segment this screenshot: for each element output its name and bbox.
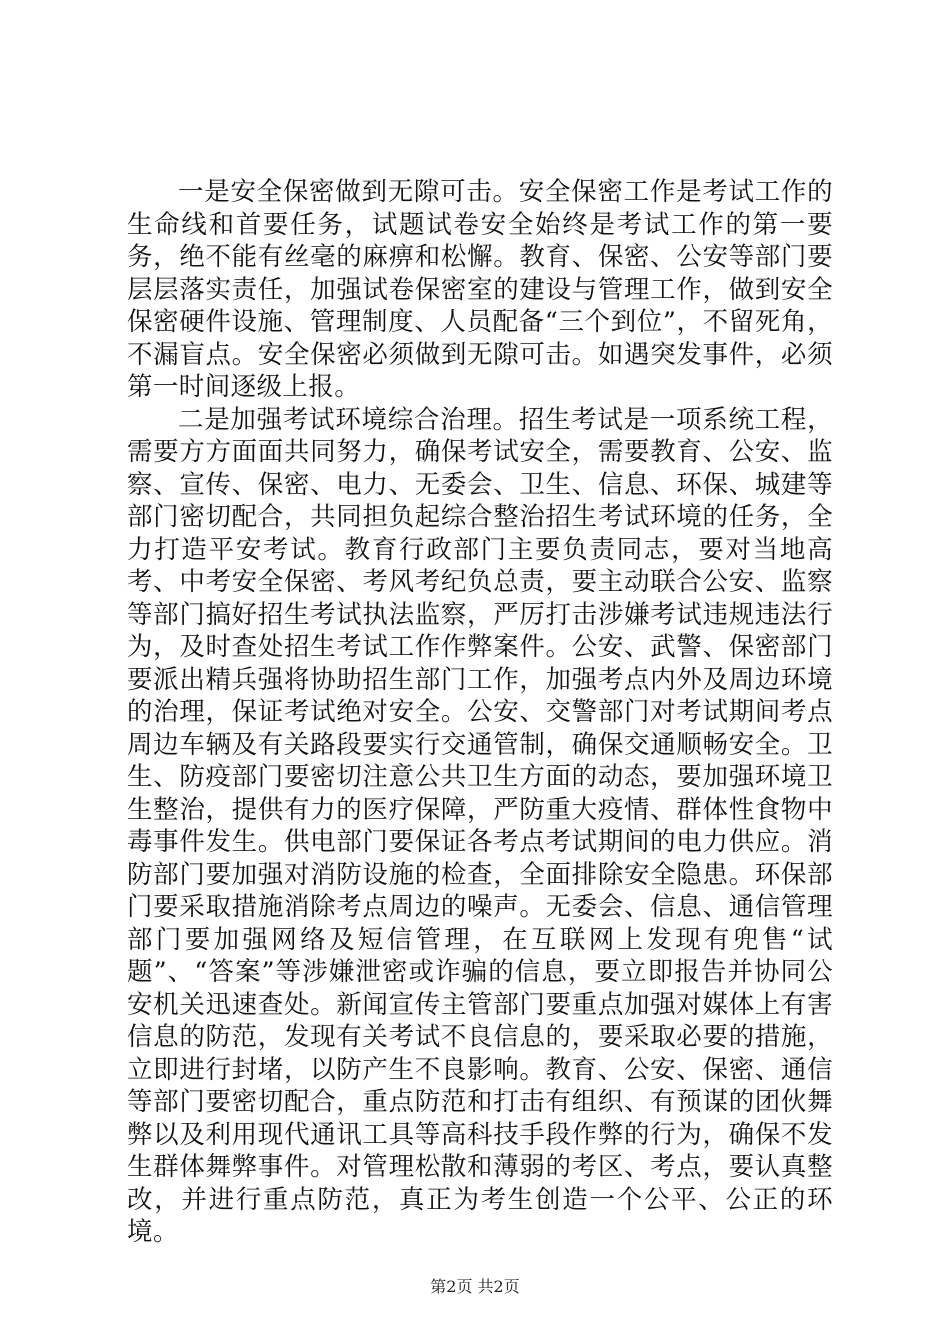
paragraph-environment: 二是加强考试环境综合治理。招生考试是一项系统工程，需要方方面面共同努力，确保考试安全，需要教育、公安、监察、宣传、保密、电力、无委会、卫生、信息、环保、城建等部门密切配合，共同担负起综合整治招生考试环境的任务，全力打造平安考试。教育行政部门主要负责同志，要对当地高考、中考安全保密、考风考纪负总责，要主动联合公安、监察等部门搞好招生考试执法监察，严厉打击涉嫌考试违规违法行为，及时查处招生考试工作作弊案件。公安、武警、保密部门要派出精兵强将协助招生部门工作，加强考点内外及周边环境的治理，保证考试绝对安全。公安、交警部门对考试期间考点周边车辆及有关路段要实行交通管制，确保交通顺畅安全。卫生、防疫部门要密切注意公共卫生方面的动态，要加强环境卫生整治，提供有力的医疗保障，严防重大疫情、群体性食物中毒事件发生。供电部门要保证各考点考试期间的电力供应。消防部门要加强对消防设施的检查，全面排除安全隐患。环保部门要采取措施消除考点周边的噪声。无委会、信息、通信管理部门要加强网络及短信管理，在互联网上发现有兜售“试题”、“答案”等涉嫌泄密或诈骗的信息，要立即报告并协同公安机关迅速查处。新闻宣传主管部门要重点加强对媒体上有害信息的防范，发现有关考试不良信息的，要采取必要的措施，立即进行封堵，以防产生不良影响。教育、公安、保密、通信等部门要密切配合，重点防范和打击有组织、有预谋的团伙舞弊以及利用现代通讯工具等高科技手段作弊的行为，确保不发生群体舞弊事件。对管理松散和薄弱的考区、考点，要认真整改，并进行重点防范，真正为考生创造一个公平、公正的环境。 bbox=[127, 404, 833, 1247]
document-body bbox=[127, 176, 833, 1249]
paragraph-security: 一是安全保密做到无隙可击。安全保密工作是考试工作的生命线和首要任务，试题试卷安全始终是考试工作的第一要务，绝不能有丝毫的麻痹和松懈。教育、保密、公安等部门要层层落实责任，加强试卷保密室的建设与管理工作，做到安全保密硬件设施、管理制度、人员配备“三个到位”，不留死角，不漏盲点。安全保密必须做到无隙可击。如遇突发事件，必须第一时间逐级上报。 bbox=[127, 177, 833, 402]
page-number-footer: 第2页 共2页 bbox=[430, 1277, 520, 1296]
